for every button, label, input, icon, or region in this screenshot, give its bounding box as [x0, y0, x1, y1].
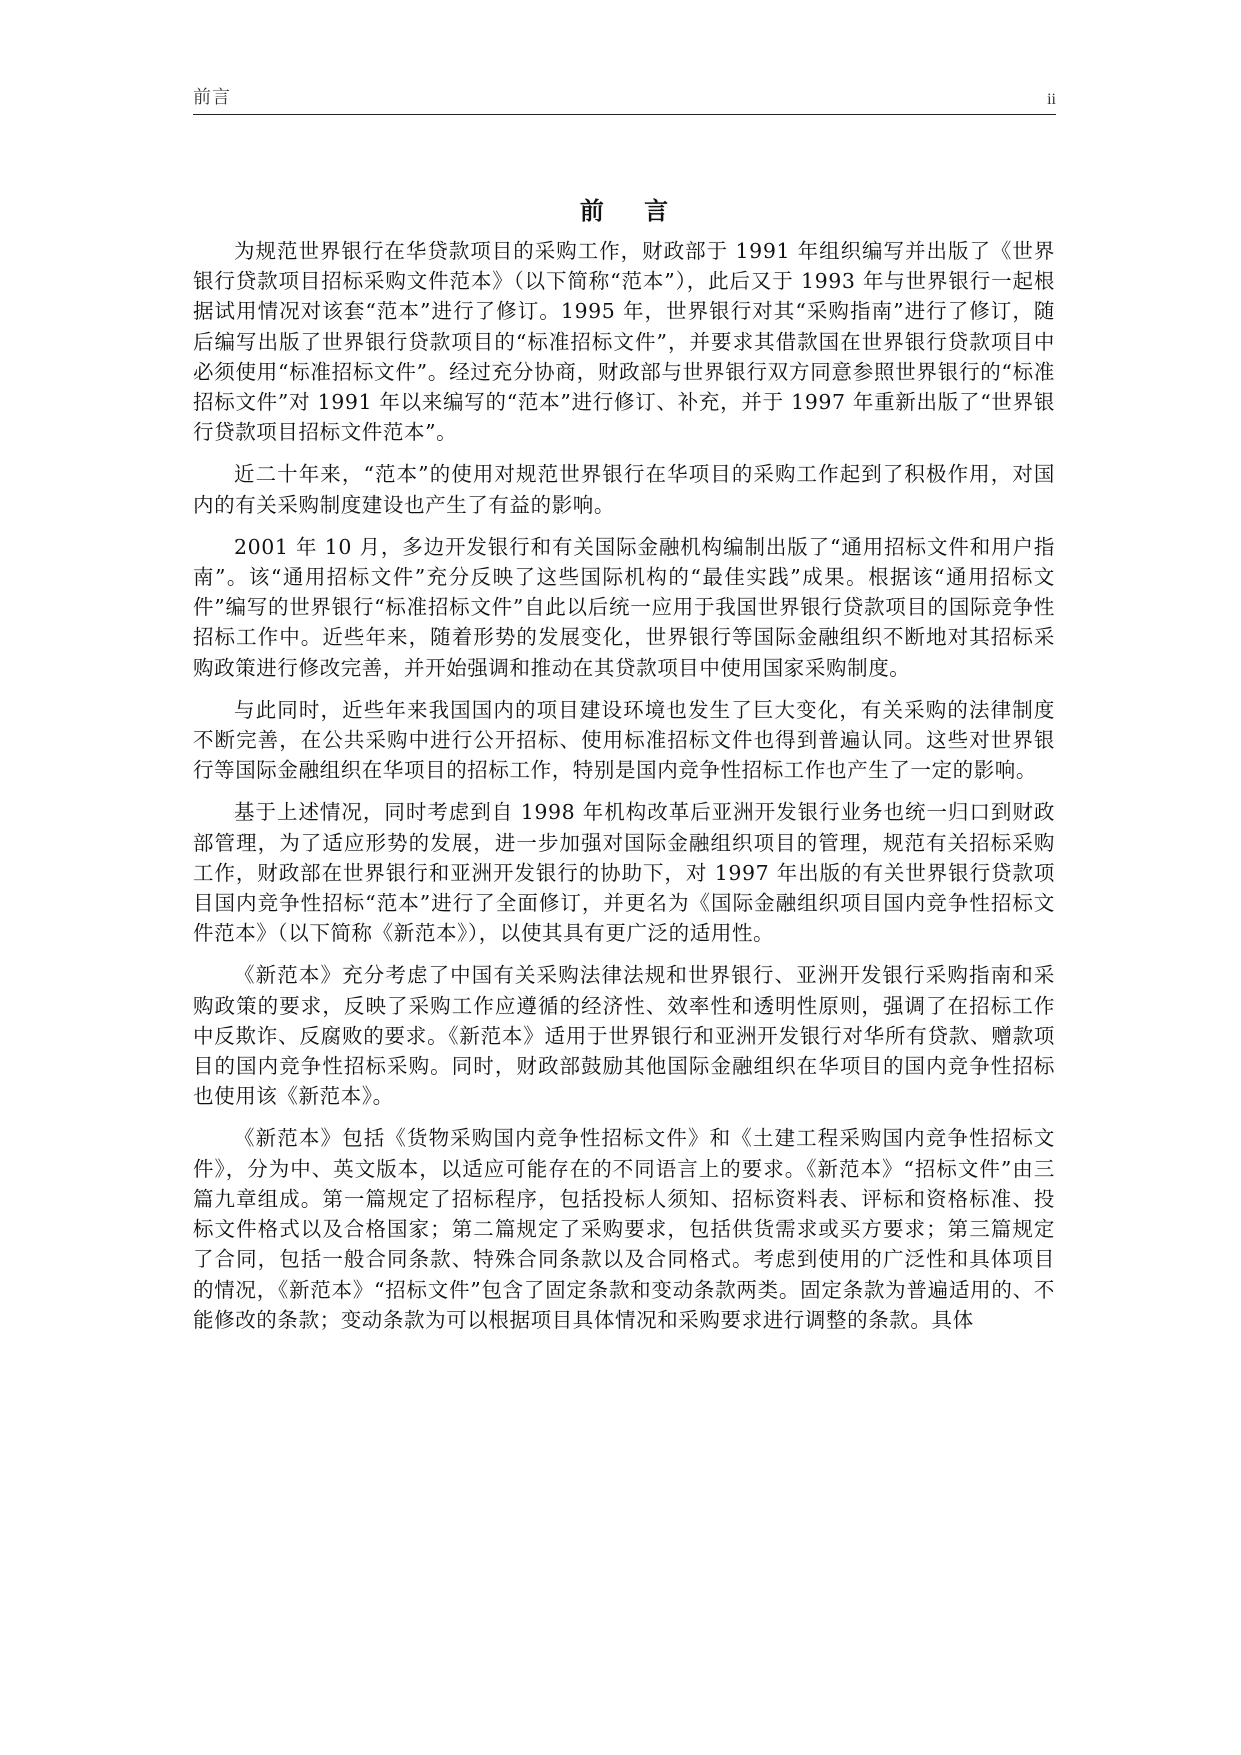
- paragraph-4: 与此同时，近些年来我国国内的项目建设环境也发生了巨大变化，有关采购的法律制度不断完善，在公共采购中进行公开招标、使用标准招标文件也得到普遍认同。这些对世界银行等国际金融组织在华项目的招标工作，特别是国内竞争性招标工作也产生了一定的影响。: [193, 697, 1055, 783]
- page-title: 前 言: [579, 196, 685, 225]
- running-header: [193, 86, 1056, 115]
- header-page-number: ii: [1047, 91, 1056, 108]
- header-section-title: 前言: [193, 87, 231, 108]
- document-body: [193, 194, 1055, 1347]
- paragraph-3: 2001 年 10 月，多边开发银行和有关国际金融机构编制出版了“通用招标文件和用户指南”。该“通用招标文件”充分反映了这些国际机构的“最佳实践”成果。根据该“通用招标文件”编写的世界银行“标准招标文件”自此以后统一应用于我国世界银行贷款项目的国际竞争性招标工作中。近些年来，随着形势的发展变化，世界银行等国际金融组织不断地对其招标采购政策进行修改完善，并开始强调和推动在其贷款项目中使用国家采购制度。: [193, 534, 1055, 680]
- paragraph-7: 《新范本》包括《货物采购国内竞争性招标文件》和《土建工程采购国内竞争性招标文件》，分为中、英文版本，以适应可能存在的不同语言上的要求。《新范本》“招标文件”由三篇九章组成。第一篇规定了招标程序，包括投标人须知、招标资料表、评标和资格标准、投标文件格式以及合格国家；第二篇规定了采购要求，包括供货需求或买方要求；第三篇规定了合同，包括一般合同条款、特殊合同条款以及合同格式。考虑到使用的广泛性和具体项目的情况，《新范本》“招标文件”包含了固定条款和变动条款两类。固定条款为普遍适用的、不能修改的条款；变动条款为可以根据项目具体情况和采购要求进行调整的条款。具体: [193, 1126, 1055, 1332]
- paragraph-5: 基于上述情况，同时考虑到自 1998 年机构改革后亚洲开发银行业务也统一归口到财政部管理，为了适应形势的发展，进一步加强对国际金融组织项目的管理，规范有关招标采购工作，财政部在世界银行和亚洲开发银行的协助下，对 1997 年出版的有关世界银行贷款项目国内竞争性招标“范本”进行了全面修订，并更名为《国际金融组织项目国内竞争性招标文件范本》（以下简称《新范本》），以使其具有更广泛的适用性。: [193, 800, 1055, 946]
- paragraph-1: 为规范世界银行在华贷款项目的采购工作，财政部于 1991 年组织编写并出版了《世界银行贷款项目招标采购文件范本》（以下简称“范本”），此后又于 1993 年与世界银行一起根据试用情况对该套“范本”进行了修订。1995 年，世界银行对其“采购指南”进行了修订，随后编写出版了世界银行贷款项目的“标准招标文件”，并要求其借款国在世界银行贷款项目中必须使用“标准招标文件”。经过充分协商，财政部与世界银行双方同意参照世界银行的“标准招标文件”对 1991 年以来编写的“范本”进行修订、补充，并于 1997 年重新出版了“世界银行贷款项目招标文件范本”。: [193, 239, 1055, 445]
- paragraph-2: 近二十年来，“范本”的使用对规范世界银行在华项目的采购工作起到了积极作用，对国内的有关采购制度建设也产生了有益的影响。: [193, 462, 1055, 517]
- paragraph-6: 《新范本》充分考虑了中国有关采购法律法规和世界银行、亚洲开发银行采购指南和采购政策的要求，反映了采购工作应遵循的经济性、效率性和透明性原则，强调了在招标工作中反欺诈、反腐败的要求。《新范本》适用于世界银行和亚洲开发银行对华所有贷款、赠款项目的国内竞争性招标采购。同时，财政部鼓励其他国际金融组织在华项目的国内竞争性招标也使用该《新范本》。: [193, 963, 1055, 1109]
